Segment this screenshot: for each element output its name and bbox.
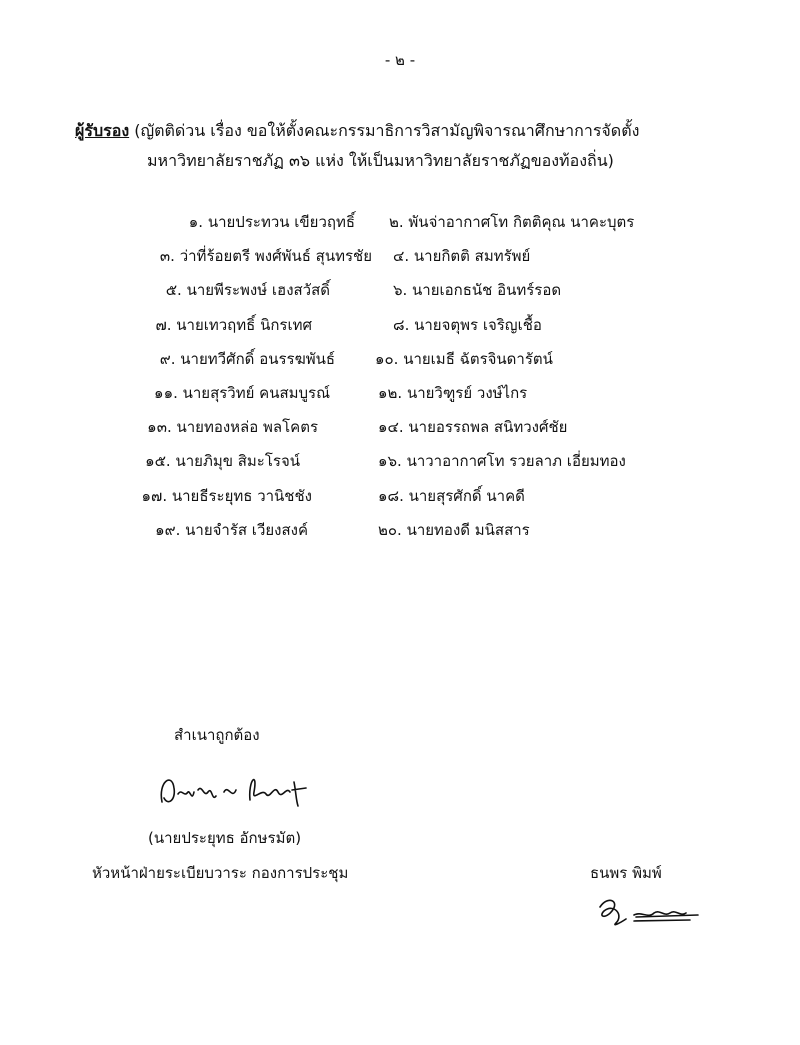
- signer-title: หัวหน้าฝ่ายระเบียบวาระ กองการประชุม: [92, 864, 349, 882]
- endorser-item: ๑๒. นายวิฑูรย์ วงษ์ไกร: [378, 383, 528, 402]
- endorser-item: ๑๑. นายสุรวิทย์ คนสมบูรณ์: [154, 383, 330, 402]
- endorser-item: ๓. ว่าที่ร้อยตรี พงศ์พันธ์ สุนทรชัย: [159, 247, 372, 266]
- endorser-item: ๑๙. นายจำรัส เวียงสงค์: [155, 520, 308, 539]
- initials-check-icon: [590, 893, 705, 929]
- endorser-item: ๑๖. นาวาอากาศโท รวยลาภ เอี่ยมทอง: [378, 452, 626, 471]
- endorsers-label: ผู้รับรอง: [75, 121, 130, 140]
- typist-name: ธนพร พิมพ์: [590, 864, 662, 882]
- endorser-item: ๑๔. นายอรรถพล สนิทวงศ์ชัย: [378, 418, 568, 437]
- endorser-item: ๑๓. นายทองหล่อ พลโคตร: [147, 418, 318, 437]
- endorser-item: ๕. นายพีระพงษ์ เฮงสวัสดิ์: [165, 281, 330, 300]
- endorsers-heading: [75, 116, 735, 176]
- endorser-item: ๙. นายทวีศักดิ์ อนรรฆพันธ์: [159, 349, 335, 368]
- endorser-item: ๑๐. นายเมธี ฉัตรจินดารัตน์: [375, 349, 553, 368]
- endorser-item: ๒. พันจ่าอากาศโท กิตติคุณ นาคะบุตร: [389, 213, 635, 231]
- endorser-item: ๗. นายเทวฤทธิ์ นิกรเทศ: [155, 315, 312, 334]
- endorser-item: ๑๕. นายภิมุข สิมะโรจน์: [145, 452, 300, 471]
- endorsers-left-column: [0, 205, 380, 547]
- endorser-item: ๑. นายประทวน เขียวฤทธิ์: [188, 213, 355, 231]
- motion-title-line1: (ญัตติด่วน เรื่อง ขอให้ตั้งคณะกรรมาธิการวิสามัญพิจารณาศึกษาการจัดตั้ง: [134, 121, 640, 140]
- endorser-item: ๑๗. นายธีระยุทธ วานิชชัง: [141, 486, 312, 505]
- endorser-item: ๖. นายเอกธนัช อินทร์รอด: [393, 281, 562, 300]
- endorser-item: ๑๘. นายสุรศักดิ์ นาคดี: [378, 486, 525, 505]
- certified-copy-label: สำเนาถูกต้อง: [174, 726, 260, 744]
- signature-icon: [150, 762, 320, 817]
- endorser-item: ๔. นายกิตติ สมทรัพย์: [393, 247, 531, 266]
- motion-title-line2: มหาวิทยาลัยราชภัฏ ๓๖ แห่ง ให้เป็นมหาวิทยาลัยราชภัฏของท้องถิ่น): [147, 151, 614, 170]
- endorsers-right-column: [375, 205, 795, 547]
- endorser-item: ๘. นายจตุพร เจริญเชื้อ: [393, 315, 542, 334]
- endorser-item: ๒๐. นายทองดี มนิสสาร: [378, 520, 530, 539]
- page-number: - ๒ -: [384, 51, 416, 69]
- signer-name: (นายประยุทธ อักษรมัต): [148, 829, 302, 847]
